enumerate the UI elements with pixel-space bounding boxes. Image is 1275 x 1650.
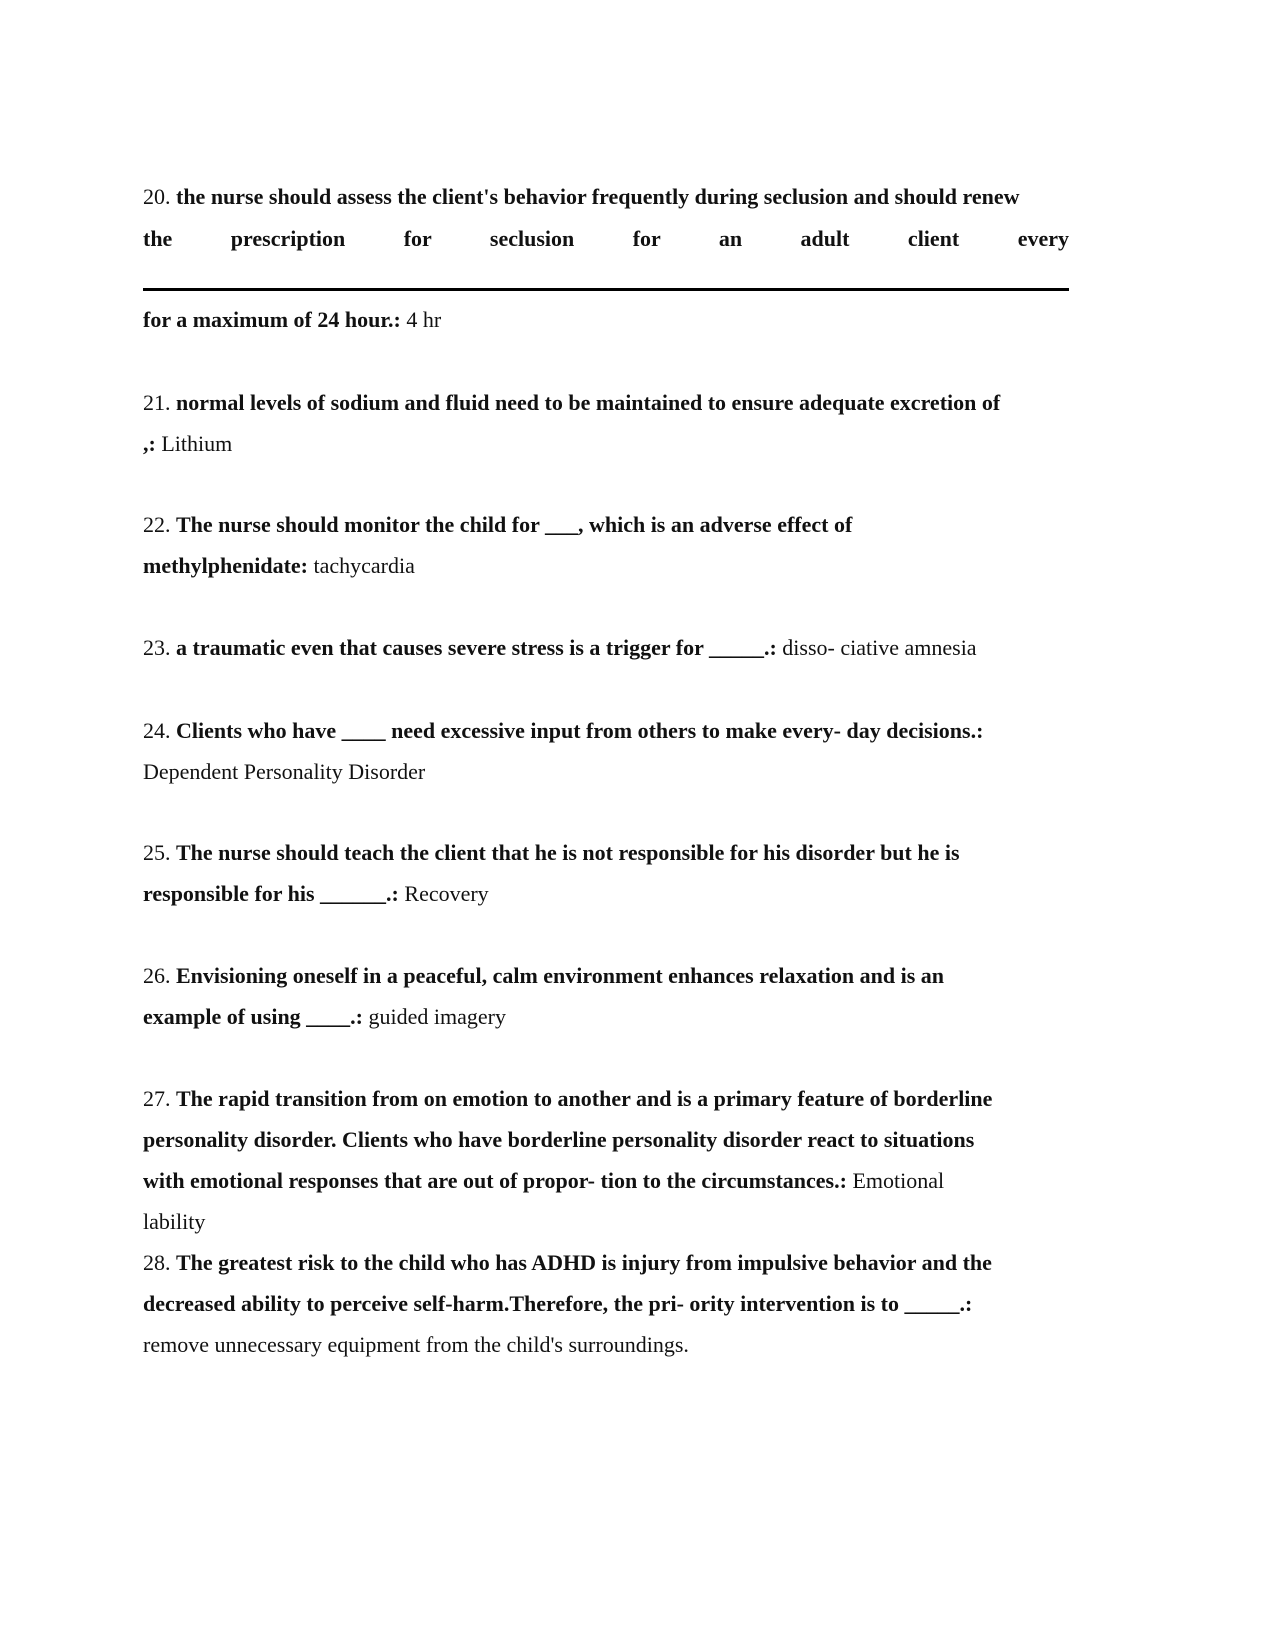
answer-text: Emotional xyxy=(846,1168,945,1193)
question-text: The greatest risk to the child who has ADHD is injury from impulsive behavior and the xyxy=(176,1250,992,1275)
question-text: for a maximum of 24 hour.: xyxy=(143,307,401,332)
question-text: methylphenidate: xyxy=(143,553,308,578)
item-27-line-1 xyxy=(143,1086,1069,1112)
item-number: 28. xyxy=(143,1250,171,1275)
item-21-line-1 xyxy=(143,390,1069,416)
item-24-line-2 xyxy=(143,759,1069,785)
item-27-line-4 xyxy=(143,1209,1069,1235)
question-text: Clients who have ____ need excessive input from others to make every- day decisions.: xyxy=(176,718,984,743)
question-text: ,: xyxy=(143,431,156,456)
item-20-line-2 xyxy=(143,226,1069,252)
answer-text: Dependent Personality Disorder xyxy=(143,759,426,784)
item-number: 21. xyxy=(143,390,171,415)
item-25-line-2 xyxy=(143,881,1069,907)
question-text: The nurse should monitor the child for ___, which is an adverse effect of xyxy=(176,512,853,537)
item-22-line-2 xyxy=(143,553,1069,579)
answer-text: tachycardia xyxy=(308,553,415,578)
item-20-line-1 xyxy=(143,184,1069,210)
question-text: a traumatic even that causes severe stress is a trigger for _____.: xyxy=(176,635,777,660)
answer-text: lability xyxy=(143,1209,206,1234)
answer-text: 4 hr xyxy=(400,307,442,332)
item-26-line-2 xyxy=(143,1004,1069,1030)
item-number: 22. xyxy=(143,512,171,537)
item-28-line-1 xyxy=(143,1250,1069,1276)
item-20-line-3 xyxy=(143,307,1069,333)
question-text: Envisioning oneself in a peaceful, calm environment enhances relaxation and is an xyxy=(176,963,945,988)
answer-text: Lithium xyxy=(155,431,233,456)
item-22-line-1 xyxy=(143,512,1069,538)
answer-text: Recovery xyxy=(398,881,489,906)
question-text: normal levels of sodium and fluid need to be maintained to ensure adequate excretion of xyxy=(176,390,1001,415)
item-number: 26. xyxy=(143,963,171,988)
item-number: 24. xyxy=(143,718,171,743)
item-number: 25. xyxy=(143,840,171,865)
question-text: personality disorder. Clients who have borderline personality disorder react to situations xyxy=(143,1127,975,1152)
item-25-line-1 xyxy=(143,840,1069,866)
answer-text: disso- ciative amnesia xyxy=(776,635,977,660)
item-number: 20. xyxy=(143,184,171,209)
item-28-line-3 xyxy=(143,1332,1069,1358)
item-28-line-2 xyxy=(143,1291,1069,1317)
item-number: 23. xyxy=(143,635,171,660)
question-text: the nurse should assess the client's behavior frequently during seclusion and should renew xyxy=(176,184,1020,209)
item-number: 27. xyxy=(143,1086,171,1111)
question-text: with emotional responses that are out of propor- tion to the circumstances.: xyxy=(143,1168,847,1193)
question-text: responsible for his ______.: xyxy=(143,881,399,906)
question-text: The nurse should teach the client that he is not responsible for his disorder but he is xyxy=(176,840,960,865)
question-text: The rapid transition from on emotion to another and is a primary feature of borderline xyxy=(176,1086,993,1111)
question-text: decreased ability to perceive self-harm.Therefore, the pri- ority intervention is to _____.: xyxy=(143,1291,973,1316)
question-text: example of using ____.: xyxy=(143,1004,363,1029)
answer-text: remove unnecessary equipment from the child's surroundings. xyxy=(143,1332,689,1357)
item-26-line-1 xyxy=(143,963,1069,989)
question-text: the prescription for seclusion for an adult client every xyxy=(143,226,1069,251)
item-24-line-1 xyxy=(143,718,1069,744)
item-27-line-3 xyxy=(143,1168,1069,1194)
item-21-line-2 xyxy=(143,431,1069,457)
item-27-line-2 xyxy=(143,1127,1069,1153)
answer-blank-rule xyxy=(143,288,1069,291)
item-23-line-1 xyxy=(143,635,1069,661)
answer-text: guided imagery xyxy=(363,1004,506,1029)
